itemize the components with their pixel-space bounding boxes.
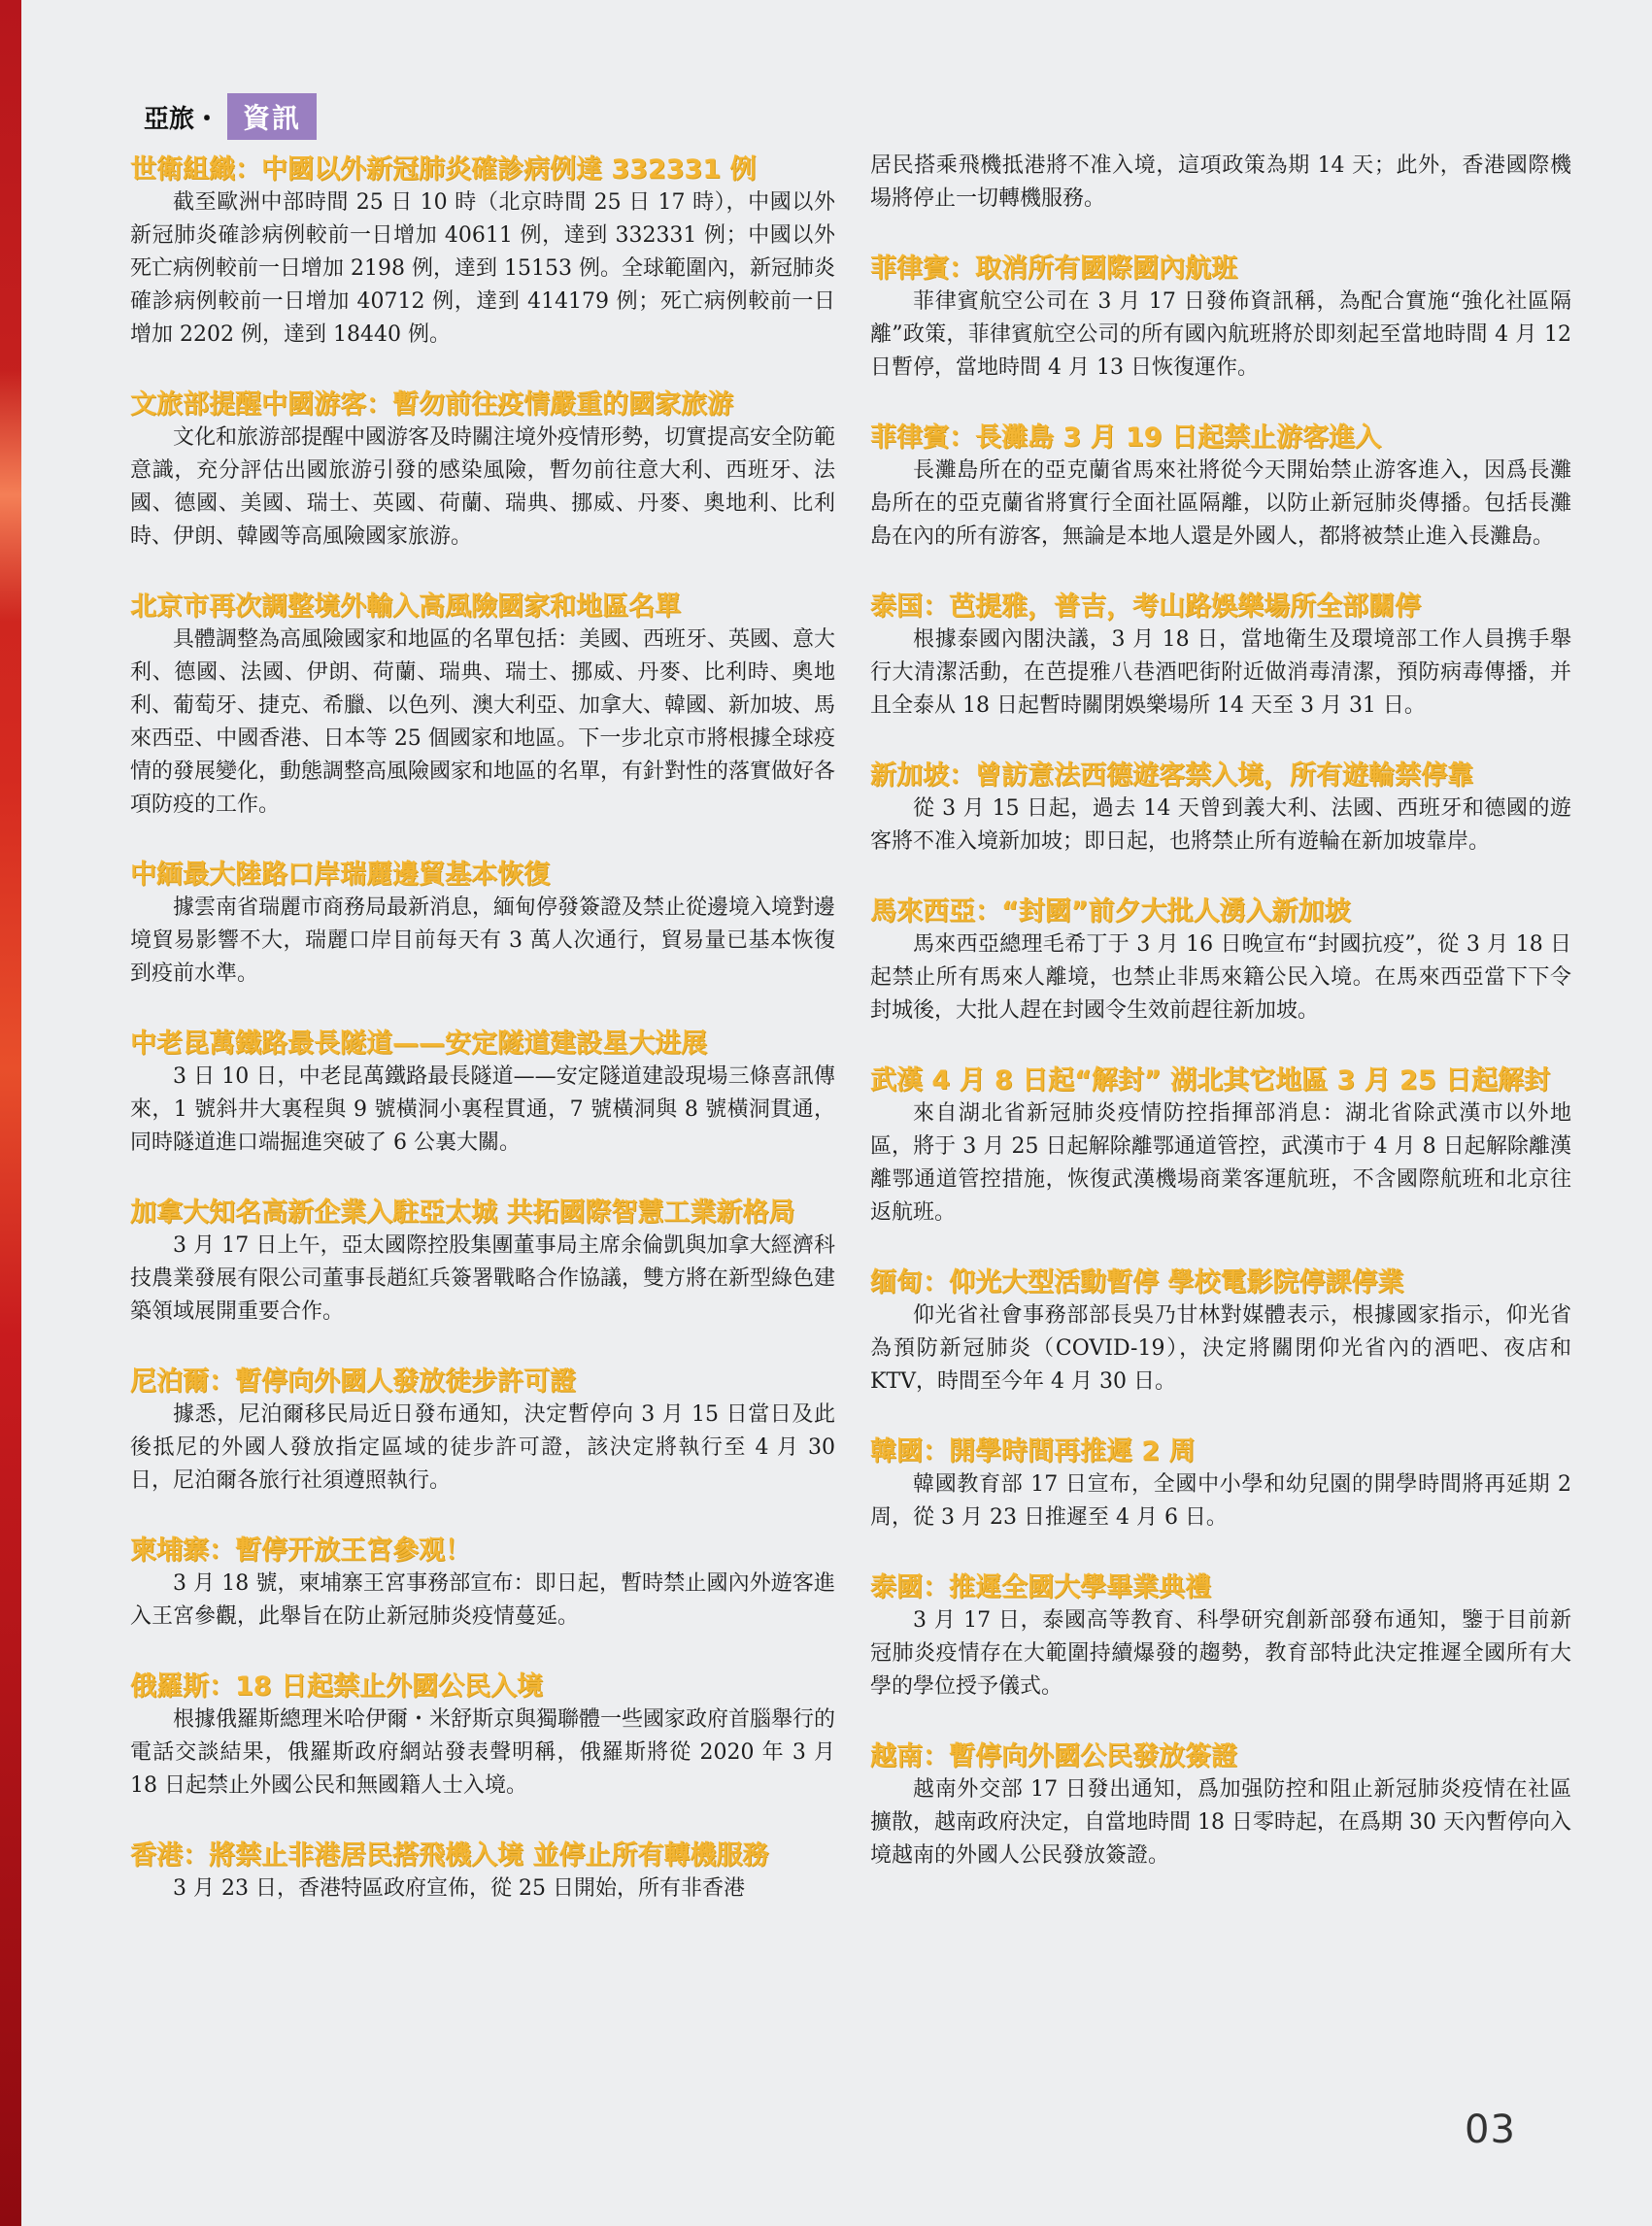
article-body: 根據泰國內閣決議，3 月 18 日，當地衛生及環境部工作人員携手舉行大清潔活動，在芭提雅八巷酒吧街附近做消毒清潔，預防病毒傳播，并且全泰从 18 日起暫時關閉娛樂場所 14 天至 3 月 31 日。 — [870, 627, 1571, 718]
article-body: 根據俄羅斯總理米哈伊爾・米舒斯京與獨聯體一些國家政府首腦舉行的電話交談結果，俄羅斯政府網站發表聲明稱，俄羅斯將從 2020 年 3 月 18 日起禁止外國公民和無國籍人士入境。 — [130, 1707, 836, 1798]
news-article — [870, 895, 1571, 1028]
news-article — [870, 1571, 1571, 1703]
article-title: 加拿大知名高新企業入駐亞太城 共拓國際智慧工業新格局 — [130, 1197, 795, 1228]
article-body: 長灘島所在的亞克蘭省馬來社將從今天開始禁止游客進入，因爲長灘島所在的亞克蘭省將實行全面社區隔離，以防止新冠肺炎傳播。包括長灘島在內的所有游客，無論是本地人還是外國人，都將被禁止進入長灘島。 — [870, 458, 1571, 549]
article-title: 俄羅斯：18 日起禁止外國公民入境 — [130, 1671, 543, 1702]
article-body: 韓國教育部 17 日宣布，全國中小學和幼兒園的開學時間將再延期 2 周，從 3 月 23 日推遲至 4 月 6 日。 — [870, 1472, 1571, 1530]
news-article — [130, 1366, 835, 1498]
news-article — [870, 1740, 1571, 1872]
article-title: 泰国：芭提雅，普吉，考山路娛樂場所全部關停 — [870, 591, 1421, 622]
news-article — [130, 388, 835, 554]
article-body: 來自湖北省新冠肺炎疫情防控指揮部消息：湖北省除武漢市以外地區，將于 3 月 25 日起解除離鄂通道管控，武漢市于 4 月 8 日起解除離漢離鄂通道管控措施，恢復武漢機場商業客運航班，不含國際航班和北京往返航班。 — [870, 1101, 1571, 1225]
news-article — [870, 759, 1571, 859]
page-number: 03 — [1465, 2108, 1516, 2152]
article-body: 據雲南省瑞麗市商務局最新消息，緬甸停發簽證及禁止從邊境入境對邊境貿易影響不大，瑞麗口岸目前每天有 3 萬人次通行，貿易量已基本恢復到疫前水準。 — [130, 895, 836, 986]
edge-glow-accent — [0, 369, 21, 622]
article-title: 柬埔寨：暫停开放王宮參观！ — [130, 1535, 471, 1566]
article-title: 越南：暫停向外國公民發放簽證 — [870, 1741, 1237, 1771]
article-title: 北京市再次調整境外輸入高風險國家和地區名單 — [130, 591, 681, 622]
article-title: 香港：將禁止非港居民搭飛機入境 並停止所有轉機服務 — [130, 1840, 769, 1871]
page-header — [144, 95, 317, 138]
article-title: 韓國：開學時間再推遲 2 周 — [870, 1436, 1196, 1467]
article-body: 仰光省社會事務部部長吳乃甘林對媒體表示，根據國家指示，仰光省為預防新冠肺炎（COVID-19），決定將關閉仰光省內的酒吧、夜店和 KTV，時間至今年 4 月 30 日。 — [870, 1303, 1571, 1394]
article-body: 截至歐洲中部時間 25 日 10 時（北京時間 25 日 17 時），中國以外新冠肺炎確診病例較前一日增加 40611 例，達到 332331 例；中國以外死亡病例較前一日增加 2198 例，達到 15153 例。全球範圍內，新冠肺炎確診病例較前一日增加 40712 例，達到 414179 例；死亡病例較前一日增加 2202 例，達到 18440 例。 — [130, 190, 835, 347]
news-article — [130, 1028, 835, 1160]
article-title: 文旅部提醒中國游客：暫勿前往疫情嚴重的國家旅游 — [130, 389, 733, 420]
red-edge-bar — [0, 0, 21, 2226]
article-body: 據悉，尼泊爾移民局近日發布通知，決定暫停向 3 月 15 日當日及此後抵尼的外國人發放指定區域的徒步許可證，該決定將執行至 4 月 30 日，尼泊爾各旅行社須遵照執行。 — [130, 1402, 835, 1493]
right-column — [870, 150, 1571, 1909]
article-body: 3 月 18 號，柬埔寨王宮事務部宣布：即日起，暫時禁止國內外遊客進入王宮參觀，此舉旨在防止新冠肺炎疫情蔓延。 — [130, 1571, 835, 1629]
continued-article — [870, 150, 1571, 216]
news-article — [130, 1670, 835, 1803]
article-body: 3 月 23 日，香港特區政府宣佈，從 25 日開始，所有非香港 — [173, 1876, 745, 1901]
article-title: 世衛組織：中國以外新冠肺炎確診病例達 332331 例 — [130, 154, 757, 185]
article-title: 新加坡：曾訪意法西德遊客禁入境，所有遊輪禁停靠 — [870, 760, 1473, 791]
article-body: 菲律賓航空公司在 3 月 17 日發佈資訊稱，為配合實施“強化社區隔離”政策，菲律賓航空公司的所有國內航班將於即刻起至當地時間 4 月 12 日暫停，當地時間 4 月 13 日恢復運作。 — [870, 289, 1571, 380]
article-body: 馬來西亞總理毛希丁于 3 月 16 日晚宣布“封國抗疫”，從 3 月 18 日起禁止所有馬來人離境，也禁止非馬來籍公民入境。在馬來西亞當下下令封城後，大批人趕在封國令生效前趕往新加坡。 — [870, 932, 1571, 1023]
article-body: 從 3 月 15 日起，過去 14 天曾到義大利、法國、西班牙和德國的遊客將不准入境新加坡；即日起，也將禁止所有遊輪在新加坡靠岸。 — [870, 796, 1571, 854]
news-article — [130, 590, 835, 822]
article-title: 尼泊爾：暫停向外國人發放徒步許可證 — [130, 1366, 576, 1397]
article-title: 武漢 4 月 8 日起“解封” 湖北其它地區 3 月 25 日起解封 — [870, 1065, 1551, 1096]
news-article — [870, 1435, 1571, 1535]
article-body: 具體調整為高風險國家和地區的名單包括：美國、西班牙、英國、意大利、德國、法國、伊朗、荷蘭、瑞典、瑞士、挪威、丹麥、比利時、奧地利、葡萄牙、捷克、希臘、以色列、澳大利亞、加拿大、韓國、新加坡、馬來西亞、中國香港、日本等 25 個國家和地區。下一步北京市將根據全球疫情的發展變化，動態調整高風險國家和地區的名單，有針對性的落實做好各項防疫的工作。 — [130, 627, 836, 817]
article-title: 馬來西亞：“封國”前夕大批人湧入新加坡 — [870, 896, 1351, 927]
article-continuation: 居民搭乘飛機抵港將不准入境，這項政策為期 14 天；此外，香港國際機場將停止一切轉機服務。 — [870, 153, 1571, 211]
news-article — [870, 422, 1571, 554]
article-body: 越南外交部 17 日發出通知，爲加强防控和阻止新冠肺炎疫情在社區擴散，越南政府決定，自當地時間 18 日零時起，在爲期 30 天內暫停向入境越南的外國人公民發放簽證。 — [870, 1777, 1571, 1868]
news-article — [130, 153, 835, 352]
article-title: 中緬最大陸路口岸瑞麗邊貿基本恢復 — [130, 860, 550, 890]
article-title: 缅甸：仰光大型活動暫停 學校電影院停課停業 — [870, 1267, 1404, 1298]
left-column — [130, 153, 835, 1942]
news-article — [870, 1064, 1571, 1230]
news-article — [130, 1197, 835, 1329]
article-body: 3 月 17 日上午，亞太國際控股集團董事局主席余倫凱與加拿大經濟科技農業發展有限公司董事長趙紅兵簽署戰略合作協議，雙方將在新型綠色建築領域展開重要合作。 — [130, 1233, 836, 1324]
news-article — [870, 590, 1571, 723]
article-title: 中老昆萬鐵路最長隧道——安定隧道建設星大进展 — [130, 1029, 707, 1059]
article-body: 文化和旅游部提醒中國游客及時關注境外疫情形勢，切實提高安全防範意識，充分評估出國旅游引發的感染風險，暫勿前往意大利、西班牙、法國、德國、美國、瑞士、英國、荷蘭、瑞典、挪威、丹麥、奧地利、比利時、伊朗、韓國等高風險國家旅游。 — [130, 425, 836, 549]
magazine-brand: 亞旅・ — [144, 104, 220, 134]
news-article — [870, 253, 1571, 385]
news-article — [870, 1266, 1571, 1399]
article-body: 3 月 17 日，泰國高等教育、科學研究創新部發布通知，鑒于目前新冠肺炎疫情存在大範圍持續爆發的趨勢，教育部特此決定推遲全國所有大學的學位授予儀式。 — [870, 1608, 1571, 1699]
article-title: 泰國：推遲全國大學畢業典禮 — [870, 1572, 1211, 1602]
news-article — [130, 1535, 835, 1634]
news-article — [130, 1839, 835, 1906]
article-title: 菲律賓：長灘島 3 月 19 日起禁止游客進入 — [870, 422, 1381, 453]
news-article — [130, 859, 835, 991]
section-badge: 資訊 — [227, 93, 317, 140]
article-title: 菲律賓：取消所有國際國內航班 — [870, 253, 1237, 284]
article-body: 3 日 10 日，中老昆萬鐵路最長隧道——安定隧道建設現場三條喜訊傳來，1 號斜井大裏程與 9 號橫洞小裏程貫通，7 號橫洞與 8 號橫洞貫通，同時隧道進口端掘進突破了 6 公裏大關。 — [130, 1064, 835, 1155]
